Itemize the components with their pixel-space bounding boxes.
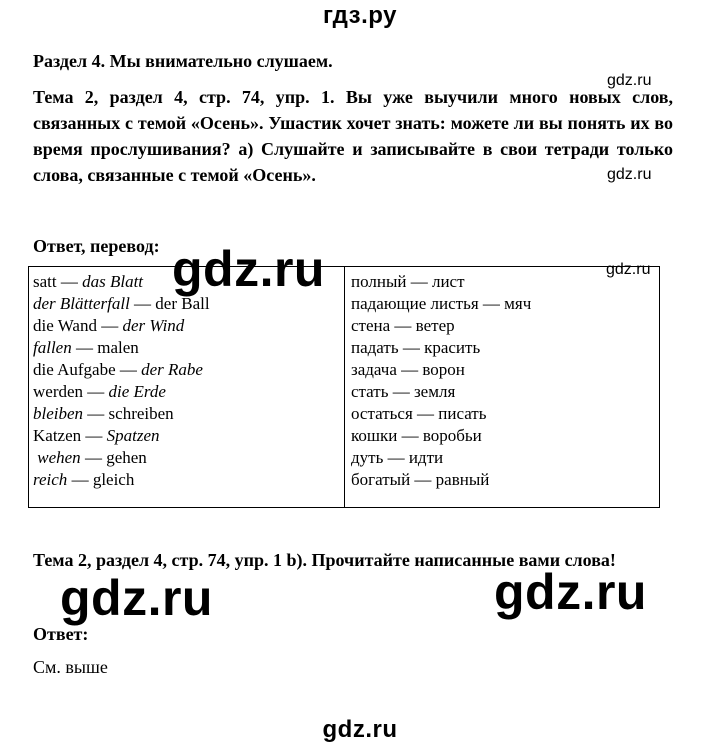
table-row-russian: падать — красить — [351, 338, 481, 357]
german-word: die Erde — [108, 382, 166, 401]
german-word: Spatzen — [106, 426, 160, 445]
table-row-german — [33, 271, 210, 293]
german-word: gleich — [92, 470, 135, 489]
watermark-small: gdz.ru — [607, 72, 652, 89]
table-row-russian: богатый — равный — [351, 470, 490, 489]
table-divider — [344, 267, 345, 507]
dash-separator: — — [80, 448, 107, 467]
german-word: der Blätterfall — [33, 294, 130, 313]
dash-separator: — — [83, 404, 109, 423]
dash-separator: — — [115, 360, 142, 379]
german-word: satt — [33, 272, 57, 291]
dash-separator: — — [71, 338, 98, 357]
table-row-german — [33, 293, 210, 315]
german-word: das Blatt — [82, 272, 144, 291]
site-header: гдз.ру — [323, 2, 397, 29]
russian-column — [351, 271, 531, 491]
table-row-russian: полный — лист — [351, 272, 465, 291]
table-row-russian: стена — ветер — [351, 316, 455, 335]
german-word: gehen — [106, 448, 147, 467]
dash-separator: — — [56, 272, 83, 291]
german-word: schreiben — [108, 404, 174, 423]
watermark-small: gdz.ru — [607, 166, 652, 183]
dash-separator: — — [96, 316, 123, 335]
german-word: der Wind — [122, 316, 185, 335]
watermark-small: gdz.ru — [606, 261, 651, 278]
watermark-big: gdz.ru — [172, 241, 325, 297]
dash-separator: — — [81, 426, 107, 445]
table-row-russian: падающие листья — мяч — [351, 294, 532, 313]
table-row-russian: задача — ворон — [351, 360, 465, 379]
table-row-german — [33, 403, 210, 425]
german-word: werden — [33, 382, 84, 401]
table-row-russian: стать — земля — [351, 382, 456, 401]
german-word: die Aufgabe — [33, 360, 116, 379]
table-row-german — [33, 315, 210, 337]
section-title: Раздел 4. Мы внимательно слушаем. — [33, 51, 333, 71]
table-row-russian: кошки — воробьи — [351, 426, 482, 445]
german-word: der Ball — [155, 294, 210, 313]
german-word: malen — [97, 338, 139, 357]
german-word: Katzen — [33, 426, 82, 445]
answer-2-label: Ответ: — [33, 624, 89, 644]
german-word: reich — [33, 470, 68, 489]
table-row-german — [33, 337, 210, 359]
dash-separator: — — [129, 294, 156, 313]
german-word: wehen — [37, 448, 81, 467]
table-row-german — [33, 359, 210, 381]
task-2-text: Тема 2, раздел 4, стр. 74, упр. 1 b). Прочитайте написанные вами слова! — [33, 550, 616, 570]
vocabulary-table — [28, 266, 660, 508]
table-row-german — [33, 381, 210, 403]
dash-separator: — — [83, 382, 109, 401]
task-1-text: Тема 2, раздел 4, стр. 74, упр. 1. Вы уже выучили много новых слов, связанных с темой «Осень». Ушастик хочет знать: можете ли вы понять их во время прослушивания? а) Слушайте и записывайте в свои тетради только слова, связанные с темой «Осень». — [33, 87, 673, 185]
german-column — [33, 271, 210, 491]
table-row-russian: остаться — писать — [351, 404, 487, 423]
german-word: der Rabe — [141, 360, 203, 379]
site-footer: gdz.ru — [322, 716, 398, 743]
watermark-big: gdz.ru — [60, 570, 213, 626]
table-row-german — [33, 469, 210, 491]
answer-2-text: См. выше — [33, 657, 108, 677]
german-word: bleiben — [33, 404, 84, 423]
watermark-big: gdz.ru — [494, 564, 647, 620]
table-row-german — [33, 447, 210, 469]
german-word: fallen — [33, 338, 72, 357]
answer-label: Ответ, перевод: — [33, 236, 160, 256]
table-row-german — [33, 425, 210, 447]
german-word: die Wand — [33, 316, 97, 335]
dash-separator: — — [67, 470, 93, 489]
table-row-russian: дуть — идти — [351, 448, 444, 467]
